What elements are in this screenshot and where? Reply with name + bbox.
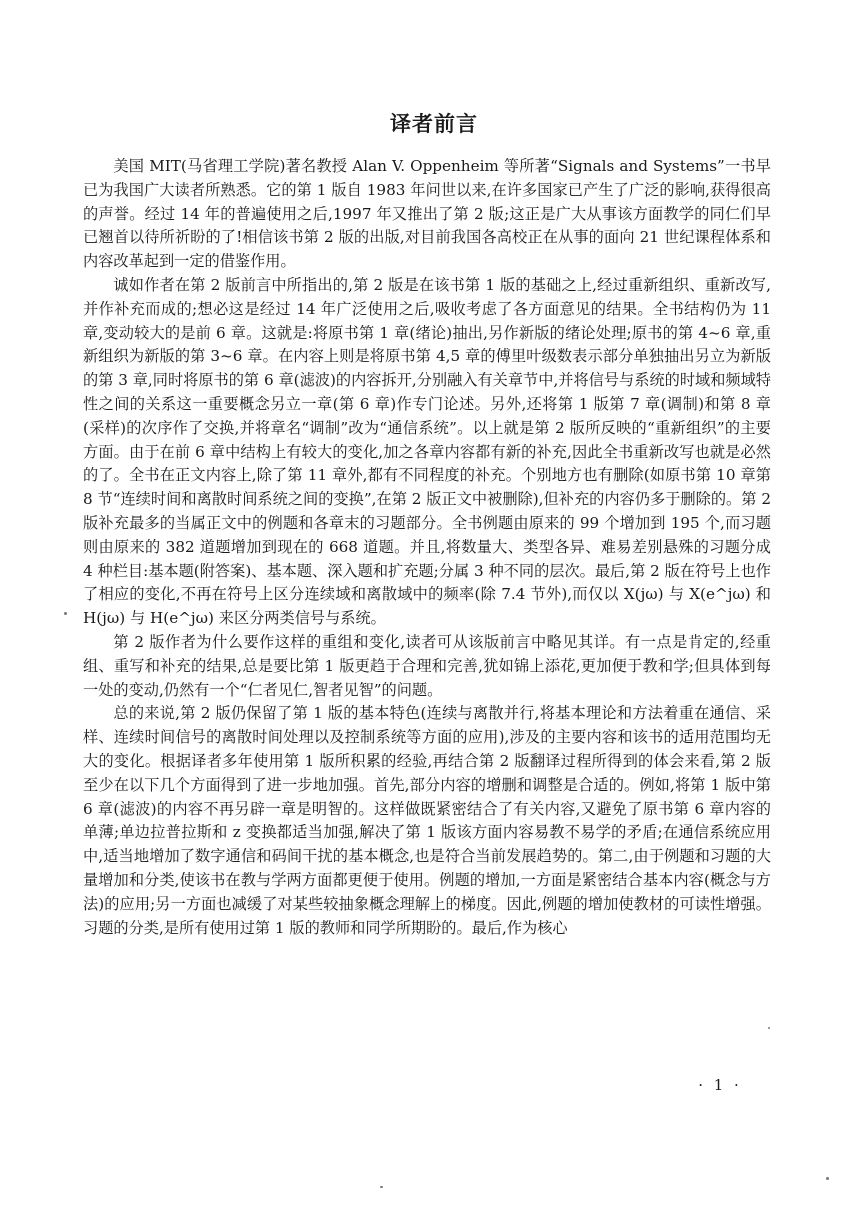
paragraph-3: 第 2 版作者为什么要作这样的重组和变化,读者可从该版前言中略见其详。有一点是肯定的,经重组、重写和补充的结果,总是要比第 1 版更趋于合理和完善,犹如锦上添花,更加便于教和学;但具体到每一处的变动,仍然有一个“仁者见仁,智者见智”的问题。 [83, 632, 771, 699]
page-number: · 1 · [698, 1076, 742, 1094]
page-title: 译者前言 [390, 112, 478, 136]
scan-speck [64, 612, 67, 615]
body-text [83, 155, 771, 940]
scan-speck [768, 1027, 770, 1029]
paragraph-2: 诚如作者在第 2 版前言中所指出的,第 2 版是在该书第 1 版的基础之上,经过重新组织、重新改写,并作补充而成的;想必这是经过 14 年广泛使用之后,吸收考虑了各方面意见的结果。全书结构仍为 11 章,变动较大的是前 6 章。这就是:将原书第 1 章(绪论)抽出,另作新版的绪论处理;原书的第 4~6 章,重新组织为新版的第 3~6 章。在内容上则是将原书第 4,5 章的傅里叶级数表示部分单独抽出另立为新版的第 3 章,同时将原书的第 6 章(滤波)的内容拆开,分别融入有关章节中,并将信号与系统的时域和频域特性之间的关系这一重要概念另立一章(第 6 章)作专门论述。另外,还将第 1 版第 7 章(调制)和第 8 章(采样)的次序作了交换,并将章名“调制”改为“通信系统”。以上就是第 2 版所反映的“重新组织”的主要方面。由于在前 6 章中结构上有较大的变化,加之各章内容都有新的补充,因此全书重新改写也就是必然的了。全书在正文内容上,除了第 11 章外,都有不同程度的补充。个别地方也有删除(如原书第 10 章第 8 节“连续时间和离散时间系统之间的变换”,在第 2 版正文中被删除),但补充的内容仍多于删除的。第 2 版补充最多的当属正文中的例题和各章末的习题部分。全书例题由原来的 99 个增加到 195 个,而习题则由原来的 382 道题增加到现在的 668 道题。并且,将数量大、类型各异、难易差别悬殊的习题分成 4 种栏目:基本题(附答案)、基本题、深入题和扩充题;分属 3 种不同的层次。最后,第 2 版在符号上也作了相应的变化,不再在符号上区分连续域和离散域中的频率(除 7.4 节外),而仅以 X(jω) 与 X(e^jω) 和 H(jω) 与 H(e^jω) 来区分两类信号与系统。 [83, 275, 771, 628]
scan-speck [826, 1177, 829, 1180]
paragraph-4: 总的来说,第 2 版仍保留了第 1 版的基本特色(连续与离散并行,将基本理论和方法着重在通信、采样、连续时间信号的离散时间处理以及控制系统等方面的应用),涉及的主要内容和该书的适用范围均无大的变化。根据译者多年使用第 1 版所积累的经验,再结合第 2 版翻译过程所得到的体会来看,第 2 版至少在以下几个方面得到了进一步地加强。首先,部分内容的增删和调整是合适的。例如,将第 1 版中第 6 章(滤波)的内容不再另辟一章是明智的。这样做既紧密结合了有关内容,又避免了原书第 6 章内容的单薄;单边拉普拉斯和 z 变换都适当加强,解决了第 1 版该方面内容易教不易学的矛盾;在通信系统应用中,适当地增加了数字通信和码间干扰的基本概念,也是符合当前发展趋势的。第二,由于例题和习题的大量增加和分类,使该书在教与学两方面都更便于使用。例题的增加,一方面是紧密结合基本内容(概念与方法)的应用;另一方面也减缓了对某些较抽象概念理解上的梯度。因此,例题的增加使教材的可读性增强。习题的分类,是所有使用过第 1 版的教师和同学所期盼的。最后,作为核心 [83, 704, 771, 937]
paragraph-1: 美国 MIT(马省理工学院)著名教授 Alan V. Oppenheim 等所著“Signals and Systems”一书早已为我国广大读者所熟悉。它的第 1 版自 1983 年问世以来,在许多国家已产生了广泛的影响,获得很高的声誉。经过 14 年的普遍使用之后,1997 年又推出了第 2 版;这正是广大从事该方面教学的同仁们早已翘首以待所祈盼的了!相信该书第 2 版的出版,对目前我国各高校正在从事的面向 21 世纪课程体系和内容改革起到一定的借鉴作用。 [83, 157, 771, 271]
scan-speck [380, 1186, 383, 1188]
